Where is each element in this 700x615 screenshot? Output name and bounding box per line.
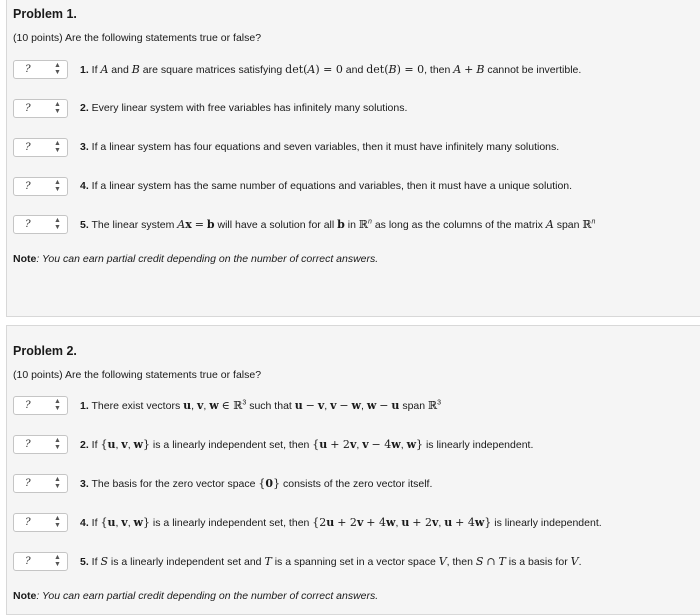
problem-title: Problem 1. bbox=[13, 7, 77, 21]
problem-2-card bbox=[6, 325, 700, 615]
statement-text: 5. The linear system Ax = b will have a solution for all b in ℝ$^n$ as long as the columns of the matrix A span ℝ$^n$ bbox=[80, 218, 596, 231]
problem-title: Problem 2. bbox=[13, 344, 77, 358]
true-false-select[interactable] bbox=[13, 177, 68, 196]
true-false-select[interactable] bbox=[13, 552, 68, 571]
statement-row-3 bbox=[13, 474, 693, 494]
statement-number: 1. bbox=[80, 64, 89, 76]
select-value: ? bbox=[25, 516, 31, 528]
select-value: ? bbox=[25, 555, 31, 567]
chevron-up-down-icon: ▲ ▼ bbox=[54, 437, 61, 451]
statement-text: 1. If A and B are square matrices satisfying det(A) = 0 and det(B) = 0, then A + B cannot be invertible. bbox=[80, 63, 582, 76]
chevron-up-down-icon: ▲ ▼ bbox=[54, 179, 61, 193]
statement-row-2 bbox=[13, 99, 693, 119]
statement-text: 4. If a linear system has the same number of equations and variables, then it must have a unique solution. bbox=[80, 180, 573, 192]
statement-number: 4. bbox=[80, 180, 89, 192]
true-false-select[interactable] bbox=[13, 396, 68, 415]
problem-1-card bbox=[6, 0, 700, 317]
true-false-select[interactable] bbox=[13, 138, 68, 157]
chevron-up-down-icon: ▲ ▼ bbox=[54, 140, 61, 154]
true-false-select[interactable] bbox=[13, 215, 68, 234]
true-false-select[interactable] bbox=[13, 99, 68, 118]
chevron-up-down-icon: ▲ ▼ bbox=[54, 217, 61, 231]
true-false-select[interactable] bbox=[13, 60, 68, 79]
chevron-up-down-icon: ▲ ▼ bbox=[54, 101, 61, 115]
chevron-up-down-icon: ▲ ▼ bbox=[54, 62, 61, 76]
true-false-select[interactable] bbox=[13, 435, 68, 454]
partial-credit-note: Note: You can earn partial credit depending on the number of correct answers. bbox=[13, 590, 379, 602]
select-value: ? bbox=[25, 102, 31, 114]
partial-credit-note: Note: You can earn partial credit depending on the number of correct answers. bbox=[13, 253, 379, 265]
select-value: ? bbox=[25, 63, 31, 75]
select-value: ? bbox=[25, 477, 31, 489]
statement-row-5 bbox=[13, 552, 693, 572]
problem-intro: (10 points) Are the following statements true or false? bbox=[13, 369, 262, 381]
statement-row-4 bbox=[13, 513, 693, 533]
chevron-up-down-icon: ▲ ▼ bbox=[54, 476, 61, 490]
statement-number: 2. bbox=[80, 102, 89, 114]
statement-row-1 bbox=[13, 396, 693, 416]
statement-row-3 bbox=[13, 138, 693, 158]
chevron-up-down-icon: ▲ ▼ bbox=[54, 554, 61, 568]
statement-text: 5. If S is a linearly independent set and T is a spanning set in a vector space V, then S ∩ T is a basis for V. bbox=[80, 555, 582, 568]
select-value: ? bbox=[25, 180, 31, 192]
statement-row-5 bbox=[13, 215, 693, 235]
statement-text: 1. There exist vectors u, v, w ∈ ℝ$^3$ such that u − v, v − w, w − u span ℝ$^3$ bbox=[80, 399, 442, 412]
statement-text: 3. If a linear system has four equations and seven variables, then it must have infinitely many solutions. bbox=[80, 141, 560, 153]
statement-number: 4. bbox=[80, 517, 89, 529]
statement-number: 5. bbox=[80, 219, 89, 231]
statement-number: 2. bbox=[80, 439, 89, 451]
select-value: ? bbox=[25, 438, 31, 450]
statement-text: 4. If {u, v, w} is a linearly independent set, then {2u + 2v + 4w, u + 2v, u + 4w} is linearly independent. bbox=[80, 516, 602, 529]
select-value: ? bbox=[25, 141, 31, 153]
statement-text: 3. The basis for the zero vector space {0} consists of the zero vector itself. bbox=[80, 477, 433, 490]
select-value: ? bbox=[25, 399, 31, 411]
statement-row-1 bbox=[13, 60, 693, 80]
statement-text: 2. If {u, v, w} is a linearly independent set, then {u + 2v, v − 4w, w} is linearly independent. bbox=[80, 438, 534, 451]
select-value: ? bbox=[25, 218, 31, 230]
true-false-select[interactable] bbox=[13, 474, 68, 493]
statement-row-2 bbox=[13, 435, 693, 455]
statement-number: 3. bbox=[80, 478, 89, 490]
chevron-up-down-icon: ▲ ▼ bbox=[54, 398, 61, 412]
problem-intro: (10 points) Are the following statements true or false? bbox=[13, 32, 262, 44]
statement-number: 5. bbox=[80, 556, 89, 568]
true-false-select[interactable] bbox=[13, 513, 68, 532]
statement-number: 3. bbox=[80, 141, 89, 153]
chevron-up-down-icon: ▲ ▼ bbox=[54, 515, 61, 529]
statement-text: 2. Every linear system with free variables has infinitely many solutions. bbox=[80, 102, 408, 114]
statement-row-4 bbox=[13, 177, 693, 197]
statement-number: 1. bbox=[80, 400, 89, 412]
